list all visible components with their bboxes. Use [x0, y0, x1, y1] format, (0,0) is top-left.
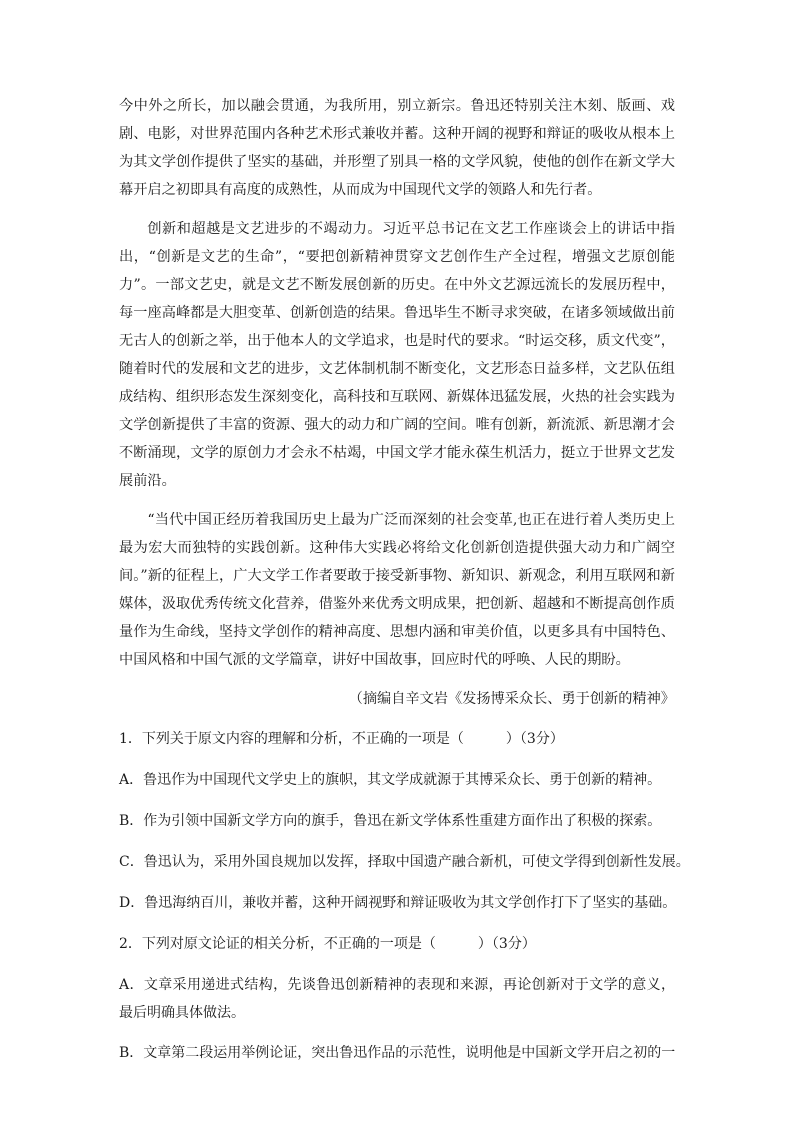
- question-1-option-a: A．鲁迅作为中国现代文学史上的旗帜，其文学成就源于其博采众长、勇于创新的精神。: [119, 772, 662, 788]
- question-1-option-d: D．鲁迅海纳百川，兼收并蓄，这种开阔视野和辩证吸收为其文学创作打下了坚实的基础。: [119, 895, 677, 911]
- article-paragraph-3: “当代中国正经历着我国历史上最为广泛而深刻的社会变革,也正在进行着人类历史上最为宏大而独特的实践创新。这种伟大实践必将给文化创新创造提供强大动力和广阔空间。”新的征程上，广大文学工作者要敢于接受新事物、新知识、新观念，利用互联网和新媒体，汲取优秀传统文化营养，借鉴外来优秀文明成果，把创新、超越和不断提高创作质量作为生命线，坚持文学创作的精神高度、思想内涵和审美价值，以更多具有中国特色、中国风格和中国气派的文学篇章，讲好中国故事，回应时代的呼唤、人民的期盼。: [119, 512, 675, 668]
- question-2-option-a: A．文章采用递进式结构，先谈鲁迅创新精神的表现和来源，再论创新对于文学的意义，最后明确具体做法。: [119, 977, 675, 1021]
- document-page: [119, 92, 690, 1067]
- question-2-stem: 2．下列对原文论证的相关分析，不正确的一项是（ ）（3分）: [119, 936, 536, 952]
- question-2: [119, 930, 675, 1067]
- question-1-option-b: B．作为引领中国新文学方向的旗手，鲁迅在新文学体系性重建方面作出了积极的探索。: [119, 813, 662, 829]
- question-1-option-c: C．鲁迅认为，采用外国良规加以发挥，择取中国遗产融合新机，可使文学得到创新性发展。: [119, 854, 690, 870]
- article-paragraph-2: 创新和超越是文艺进步的不竭动力。习近平总书记在文艺工作座谈会上的讲话中指出，“创新是文艺的生命”，“要把创新精神贯穿文艺创作生产全过程，增强文艺原创能力”。一部文艺史，就是文艺不断发展创新的历史。在中外文艺源远流长的发展历程中，每一座高峰都是大胆变革、创新创造的结果。鲁迅毕生不断寻求突破，在诸多领域做出前无古人的创新之举，出于他本人的文学追求，也是时代的要求。“时运交移，质文代变”，随着时代的发展和文艺的进步，文艺体制机制不断变化，文艺形态日益多样，文艺队伍组成结构、组织形态发生深刻变化，高科技和互联网、新媒体迅猛发展，火热的社会实践为文学创新提供了丰富的资源、强大的动力和广阔的空间。唯有创新，新流派、新思潮才会不断涌现，文学的原创力才会永不枯竭，中国文学才能永葆生机活力，挺立于世界文艺发展前沿。: [119, 221, 675, 489]
- question-1-stem: 1．下列关于原文内容的理解和分析，不正确的一项是（ ）（3分）: [119, 731, 564, 747]
- question-1: [119, 725, 690, 917]
- question-2-option-b: B．文章第二段运用举例论证，突出鲁迅作品的示范性，说明他是中国新文学开启之初的一: [119, 1045, 675, 1061]
- article-source: （摘编自辛文岩《发扬博采众长、勇于创新的精神》: [348, 691, 675, 707]
- article-paragraph-1: 今中外之所长，加以融会贯通，为我所用，别立新宗。鲁迅还特别关注木刻、版画、戏剧、电影，对世界范围内各种艺术形式兼收并蓄。这种开阔的视野和辩证的吸收从根本上为其文学创作提供了坚实的基础，并形塑了别具一格的文学风貌，使他的创作在新文学大幕开启之初即具有高度的成熟性，从而成为中国现代文学的领路人和先行者。: [119, 98, 675, 198]
